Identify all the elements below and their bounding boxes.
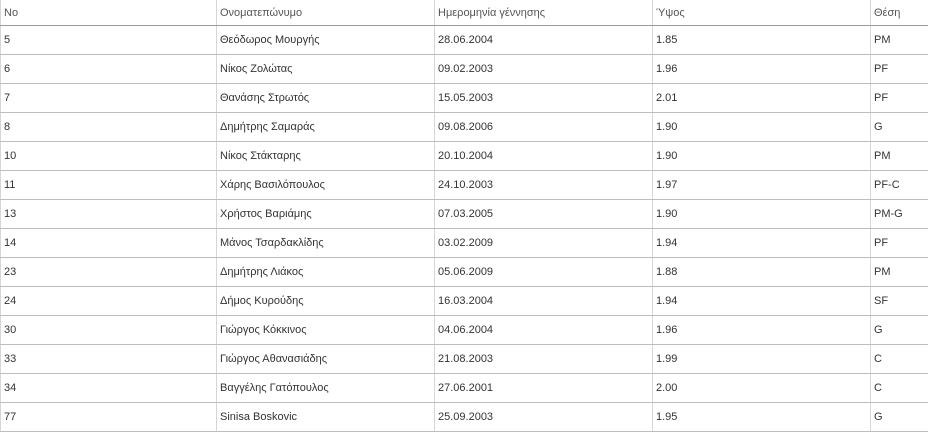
cell-dob: 03.02.2009: [435, 229, 653, 258]
cell-name: Δημήτρης Λιάκος: [217, 258, 435, 287]
table-row: [1, 345, 928, 374]
cell-name: Θεόδωρος Μουργής: [217, 26, 435, 55]
header-height: Ύψος: [653, 0, 871, 26]
table-row: [1, 258, 928, 287]
cell-position: PF-C: [871, 171, 928, 200]
cell-name: Νίκος Στάκταρης: [217, 142, 435, 171]
cell-no: 24: [1, 287, 217, 316]
cell-dob: 09.02.2003: [435, 55, 653, 84]
cell-height: 1.94: [653, 229, 871, 258]
cell-height: 2.01: [653, 84, 871, 113]
cell-name: Sinisa Boskovic: [217, 403, 435, 432]
cell-height: 1.97: [653, 171, 871, 200]
cell-position: C: [871, 345, 928, 374]
cell-position: PF: [871, 84, 928, 113]
table-row: [1, 316, 928, 345]
table-row: [1, 84, 928, 113]
cell-no: 8: [1, 113, 217, 142]
table-row: [1, 113, 928, 142]
table-row: [1, 55, 928, 84]
cell-height: 1.88: [653, 258, 871, 287]
cell-dob: 21.08.2003: [435, 345, 653, 374]
cell-dob: 28.06.2004: [435, 26, 653, 55]
table-row: [1, 374, 928, 403]
cell-position: G: [871, 403, 928, 432]
cell-no: 5: [1, 26, 217, 55]
header-no: No: [1, 0, 217, 26]
header-position: Θέση: [871, 0, 928, 26]
cell-no: 33: [1, 345, 217, 374]
cell-height: 1.99: [653, 345, 871, 374]
cell-height: 1.94: [653, 287, 871, 316]
cell-name: Χάρης Βασιλόπουλος: [217, 171, 435, 200]
cell-height: 1.85: [653, 26, 871, 55]
cell-height: 1.90: [653, 113, 871, 142]
cell-no: 23: [1, 258, 217, 287]
cell-height: 2.00: [653, 374, 871, 403]
cell-dob: 15.05.2003: [435, 84, 653, 113]
cell-no: 10: [1, 142, 217, 171]
table-row: [1, 229, 928, 258]
cell-height: 1.95: [653, 403, 871, 432]
table-row: [1, 200, 928, 229]
table-row: [1, 403, 928, 432]
cell-name: Νίκος Ζολώτας: [217, 55, 435, 84]
cell-height: 1.96: [653, 55, 871, 84]
cell-height: 1.96: [653, 316, 871, 345]
cell-dob: 09.08.2006: [435, 113, 653, 142]
table-row: [1, 171, 928, 200]
cell-no: 6: [1, 55, 217, 84]
cell-name: Θανάσης Στρωτός: [217, 84, 435, 113]
cell-dob: 16.03.2004: [435, 287, 653, 316]
cell-position: PM: [871, 26, 928, 55]
header-row: [1, 0, 928, 26]
cell-name: Γιώργος Κόκκινος: [217, 316, 435, 345]
header-name: Ονοματεπώνυμο: [217, 0, 435, 26]
header-dob: Ημερομηνία γέννησης: [435, 0, 653, 26]
cell-no: 34: [1, 374, 217, 403]
cell-no: 30: [1, 316, 217, 345]
table-row: [1, 142, 928, 171]
cell-position: PM: [871, 258, 928, 287]
cell-dob: 20.10.2004: [435, 142, 653, 171]
cell-position: PM: [871, 142, 928, 171]
cell-position: G: [871, 316, 928, 345]
table-row: [1, 26, 928, 55]
table-header: [1, 0, 928, 26]
cell-dob: 04.06.2004: [435, 316, 653, 345]
cell-no: 14: [1, 229, 217, 258]
cell-height: 1.90: [653, 142, 871, 171]
cell-name: Δήμος Κυρούδης: [217, 287, 435, 316]
cell-height: 1.90: [653, 200, 871, 229]
cell-dob: 07.03.2005: [435, 200, 653, 229]
cell-dob: 25.09.2003: [435, 403, 653, 432]
cell-position: PF: [871, 229, 928, 258]
cell-no: 77: [1, 403, 217, 432]
cell-name: Χρήστος Βαριάμης: [217, 200, 435, 229]
cell-name: Βαγγέλης Γατόπουλος: [217, 374, 435, 403]
table-body: [1, 26, 928, 432]
cell-position: C: [871, 374, 928, 403]
cell-name: Δημήτρης Σαμαράς: [217, 113, 435, 142]
table-row: [1, 287, 928, 316]
cell-position: SF: [871, 287, 928, 316]
cell-dob: 24.10.2003: [435, 171, 653, 200]
cell-no: 7: [1, 84, 217, 113]
cell-no: 11: [1, 171, 217, 200]
cell-position: PM-G: [871, 200, 928, 229]
cell-position: PF: [871, 55, 928, 84]
cell-dob: 05.06.2009: [435, 258, 653, 287]
cell-no: 13: [1, 200, 217, 229]
cell-position: G: [871, 113, 928, 142]
cell-name: Μάνος Τσαρδακλίδης: [217, 229, 435, 258]
cell-dob: 27.06.2001: [435, 374, 653, 403]
cell-name: Γιώργος Αθανασιάδης: [217, 345, 435, 374]
